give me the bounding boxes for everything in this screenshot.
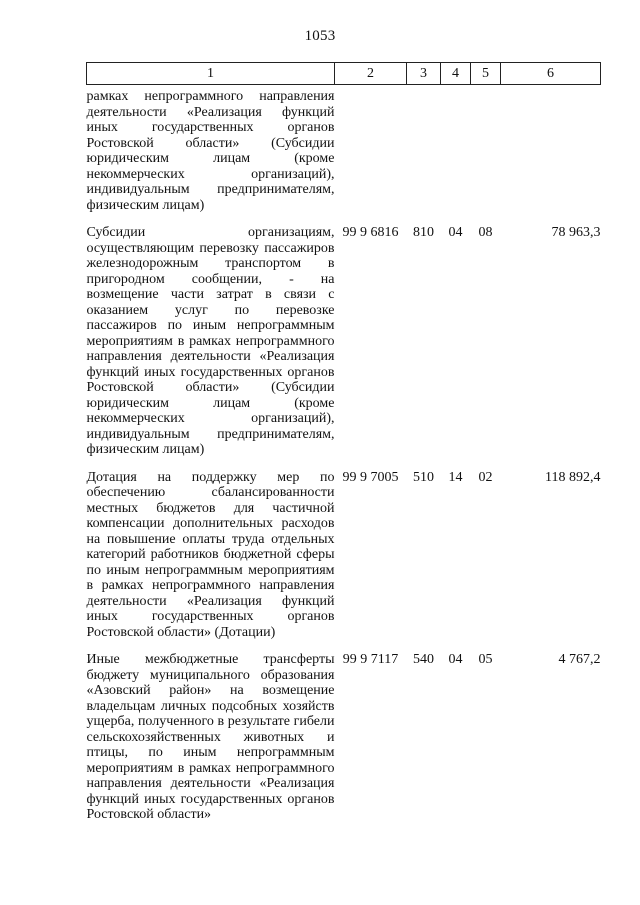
row-section-code: 04 [448, 652, 463, 667]
row-type-code: 810 [413, 225, 434, 240]
row-type-code: 510 [413, 469, 434, 485]
row-code [335, 85, 407, 214]
row-description-text: Дотация на поддержку мер по обеспечению сбалансированности местных бюджетов для частичной компенсации дополнительных расходов на повышение оплаты труда отдельных категорий работников бюджетной сферы по иным непрограммным мероприятиям в рамках непрограммного направления деятельности «Реализация функций иных государственных органов Ростовской области» (Дотации) [86, 469, 335, 640]
row-subsection-code [471, 85, 501, 214]
table-row [87, 640, 601, 823]
column-header-1: 1 [87, 63, 335, 85]
row-subsection-code: 05 [478, 652, 493, 667]
row-description-text: Иные межбюджетные трансферты бюджету муниципального образования «Азовский район» на возмещение владельцам личных подсобных хозяйств ущерба, полученного в результате гибели сельскохозяйственных животных и птицы, по иным непрограммным мероприятиям в рамках непрограммного направления деятельности «Реализация функций иных государственных органов Ростовской области» [86, 652, 335, 822]
row-code: 99 9 7117 [342, 652, 399, 667]
row-description [87, 213, 335, 458]
row-description [87, 458, 335, 641]
row-subsection-code: 08 [478, 225, 493, 240]
row-description-text: рамках непрограммного направления деятельности «Реализация функций иных государственных органов Ростовской области» (Субсидии юридическим лицам (кроме некоммерческих организаций), индивидуальным предпринимателям, физическим лицам) [86, 89, 335, 213]
row-section-code [441, 85, 471, 214]
column-header-5: 5 [471, 63, 501, 85]
row-description [87, 85, 335, 214]
row-section-code: 14 [448, 469, 463, 485]
row-subsection-code: 02 [478, 469, 493, 485]
column-header-2: 2 [335, 63, 407, 85]
row-code: 99 9 7005 [342, 469, 399, 485]
table-row [87, 458, 601, 641]
column-header-3: 3 [407, 63, 441, 85]
table-row [87, 85, 601, 214]
row-amount [501, 85, 601, 214]
row-description [87, 640, 335, 823]
row-amount: 4 767,2 [558, 652, 601, 667]
budget-table [86, 62, 601, 823]
column-header-6: 6 [501, 63, 601, 85]
row-type-code [407, 85, 441, 214]
row-description-text: Субсидии организациям, осуществляющим перевозку пассажиров железнодорожным транспортом в пригородном сообщении, - на возмещение части затрат в связи с оказанием услуг по перевозке пассажиров по иным непрограммным мероприятиям в рамках непрограммного направления деятельности «Реализация функций иных государственных органов Ростовской области» (Субсидии юридическим лицам (кроме некоммерческих организаций), индивидуальным предпринимателям, физическим лицам) [86, 225, 335, 457]
row-amount: 78 963,3 [551, 225, 601, 240]
table-row [87, 213, 601, 458]
table-header-row [87, 63, 601, 85]
row-section-code: 04 [448, 225, 463, 240]
row-amount: 118 892,4 [545, 469, 601, 485]
page-number: 1053 [304, 28, 336, 44]
row-type-code: 540 [413, 652, 434, 667]
row-code: 99 9 6816 [342, 225, 399, 240]
column-header-4: 4 [441, 63, 471, 85]
